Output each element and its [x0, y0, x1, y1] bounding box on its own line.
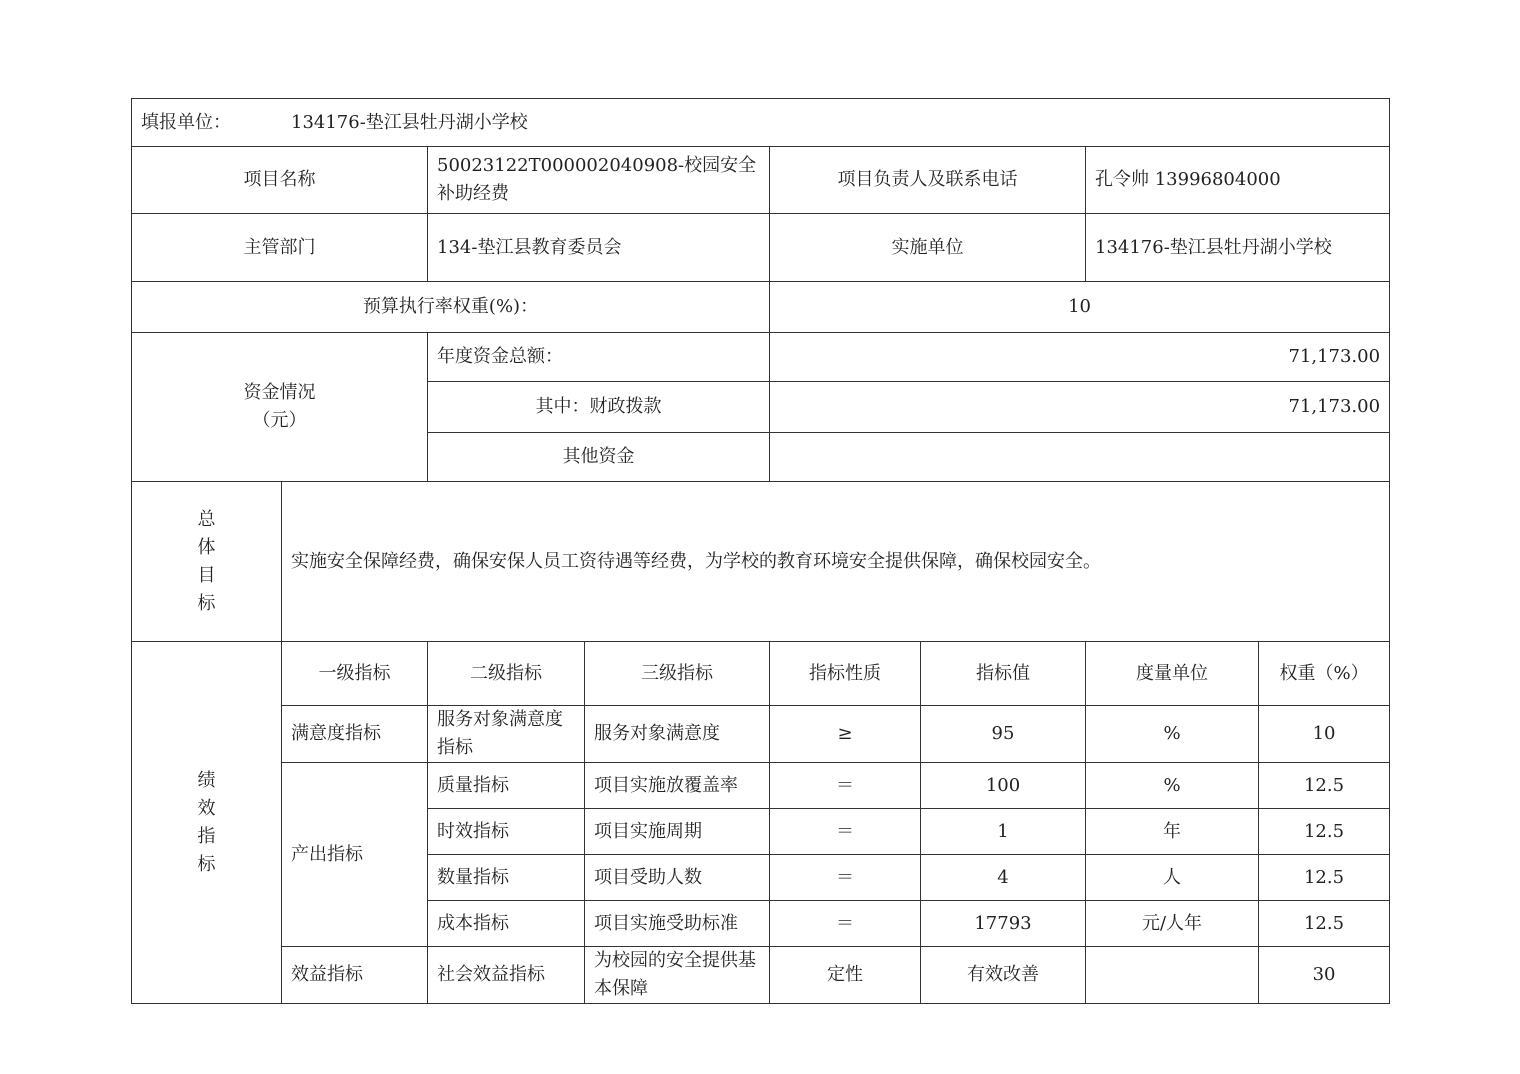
indicators-label — [132, 642, 282, 1004]
level2-indicator: 质量指标 — [428, 763, 585, 809]
department-label: 主管部门 — [132, 214, 428, 282]
level1-indicator: 产出指标 — [282, 763, 428, 947]
level2-indicator: 时效指标 — [428, 809, 585, 855]
funds-label-line1: 资金情况 — [243, 382, 316, 403]
indicator-nature: ＝ — [770, 855, 921, 901]
column-header: 权重（%） — [1259, 642, 1390, 706]
reporting-unit-label: 填报单位： — [141, 111, 231, 133]
reporting-unit-cell — [132, 99, 1390, 147]
funds-total-row — [132, 333, 1390, 382]
column-header: 指标值 — [921, 642, 1086, 706]
goal-text: 实施安全保障经费，确保安保人员工资待遇等经费，为学校的教育环境安全提供保障，确保校园安全。 — [282, 482, 1390, 642]
budget-rate-row — [132, 282, 1390, 333]
indicator-value: 100 — [921, 763, 1086, 809]
budget-rate-label: 预算执行率权重(%)： — [132, 282, 770, 333]
level2-indicator: 社会效益指标 — [428, 947, 585, 1004]
implementing-unit-value: 134176-垫江县牡丹湖小学校 — [1086, 214, 1390, 282]
indicator-value: 95 — [921, 706, 1086, 763]
budget-rate-value: 10 — [770, 282, 1390, 333]
indicator-nature: ＝ — [770, 763, 921, 809]
funds-other-value — [770, 433, 1390, 482]
indicators-label-char: 效 — [197, 797, 216, 819]
column-header: 二级指标 — [428, 642, 585, 706]
implementing-unit-label: 实施单位 — [770, 214, 1086, 282]
column-header: 度量单位 — [1086, 642, 1259, 706]
indicator-nature: ＝ — [770, 901, 921, 947]
indicator-unit — [1086, 947, 1259, 1004]
reporting-unit-value: 134176-垫江县牡丹湖小学校 — [291, 111, 528, 133]
indicators-label-char: 绩 — [197, 769, 216, 791]
funds-total-value: 71,173.00 — [770, 333, 1390, 382]
indicator-weight: 12.5 — [1259, 901, 1390, 947]
project-name-value: 50023122T000002040908-校园安全补助经费 — [428, 147, 770, 214]
indicator-value: 4 — [921, 855, 1086, 901]
level2-indicator: 数量指标 — [428, 855, 585, 901]
project-leader-value: 孔令帅 13996804000 — [1086, 147, 1390, 214]
column-header: 指标性质 — [770, 642, 921, 706]
indicator-weight: 10 — [1259, 706, 1390, 763]
goal-label-char: 体 — [197, 536, 216, 558]
indicator-value: 1 — [921, 809, 1086, 855]
indicator-value: 有效改善 — [921, 947, 1086, 1004]
indicator-nature: 定性 — [770, 947, 921, 1004]
table-row — [132, 706, 1390, 763]
funds-label-line2: （元） — [252, 410, 307, 431]
project-name-label: 项目名称 — [132, 147, 428, 214]
goal-label-char: 标 — [197, 592, 216, 614]
level3-indicator: 项目实施放覆盖率 — [585, 763, 770, 809]
goal-label-char: 总 — [197, 508, 216, 530]
indicator-value: 17793 — [921, 901, 1086, 947]
level3-indicator: 项目受助人数 — [585, 855, 770, 901]
indicators-label-char: 标 — [197, 853, 216, 875]
funds-other-label: 其他资金 — [428, 433, 770, 482]
table-row — [132, 947, 1390, 1004]
indicators-label-char: 指 — [197, 825, 216, 847]
funds-fiscal-label: 其中：财政拨款 — [428, 382, 770, 433]
department-row — [132, 214, 1390, 282]
indicator-nature: ≥ — [770, 706, 921, 763]
level2-indicator: 服务对象满意度指标 — [428, 706, 585, 763]
table-row — [132, 763, 1390, 809]
level3-indicator: 服务对象满意度 — [585, 706, 770, 763]
funds-label — [132, 333, 428, 482]
funds-total-label: 年度资金总额： — [428, 333, 770, 382]
column-header: 一级指标 — [282, 642, 428, 706]
goal-label-char: 目 — [197, 564, 216, 586]
indicator-unit: % — [1086, 706, 1259, 763]
level3-indicator: 项目实施周期 — [585, 809, 770, 855]
goal-label — [132, 482, 282, 642]
department-value: 134-垫江县教育委员会 — [428, 214, 770, 282]
indicator-weight: 12.5 — [1259, 809, 1390, 855]
indicator-nature: ＝ — [770, 809, 921, 855]
header-row — [132, 99, 1390, 147]
project-leader-label: 项目负责人及联系电话 — [770, 147, 1086, 214]
indicator-header-row — [132, 642, 1390, 706]
indicator-unit: 年 — [1086, 809, 1259, 855]
indicator-unit: % — [1086, 763, 1259, 809]
level2-indicator: 成本指标 — [428, 901, 585, 947]
level1-indicator: 效益指标 — [282, 947, 428, 1004]
funds-fiscal-value: 71,173.00 — [770, 382, 1390, 433]
performance-target-table — [131, 98, 1390, 1004]
project-name-row — [132, 147, 1390, 214]
column-header: 三级指标 — [585, 642, 770, 706]
level1-indicator: 满意度指标 — [282, 706, 428, 763]
indicator-weight: 30 — [1259, 947, 1390, 1004]
level3-indicator: 为校园的安全提供基本保障 — [585, 947, 770, 1004]
goal-row — [132, 482, 1390, 642]
indicator-unit: 人 — [1086, 855, 1259, 901]
indicator-weight: 12.5 — [1259, 763, 1390, 809]
indicator-weight: 12.5 — [1259, 855, 1390, 901]
level3-indicator: 项目实施受助标准 — [585, 901, 770, 947]
indicator-unit: 元/人年 — [1086, 901, 1259, 947]
